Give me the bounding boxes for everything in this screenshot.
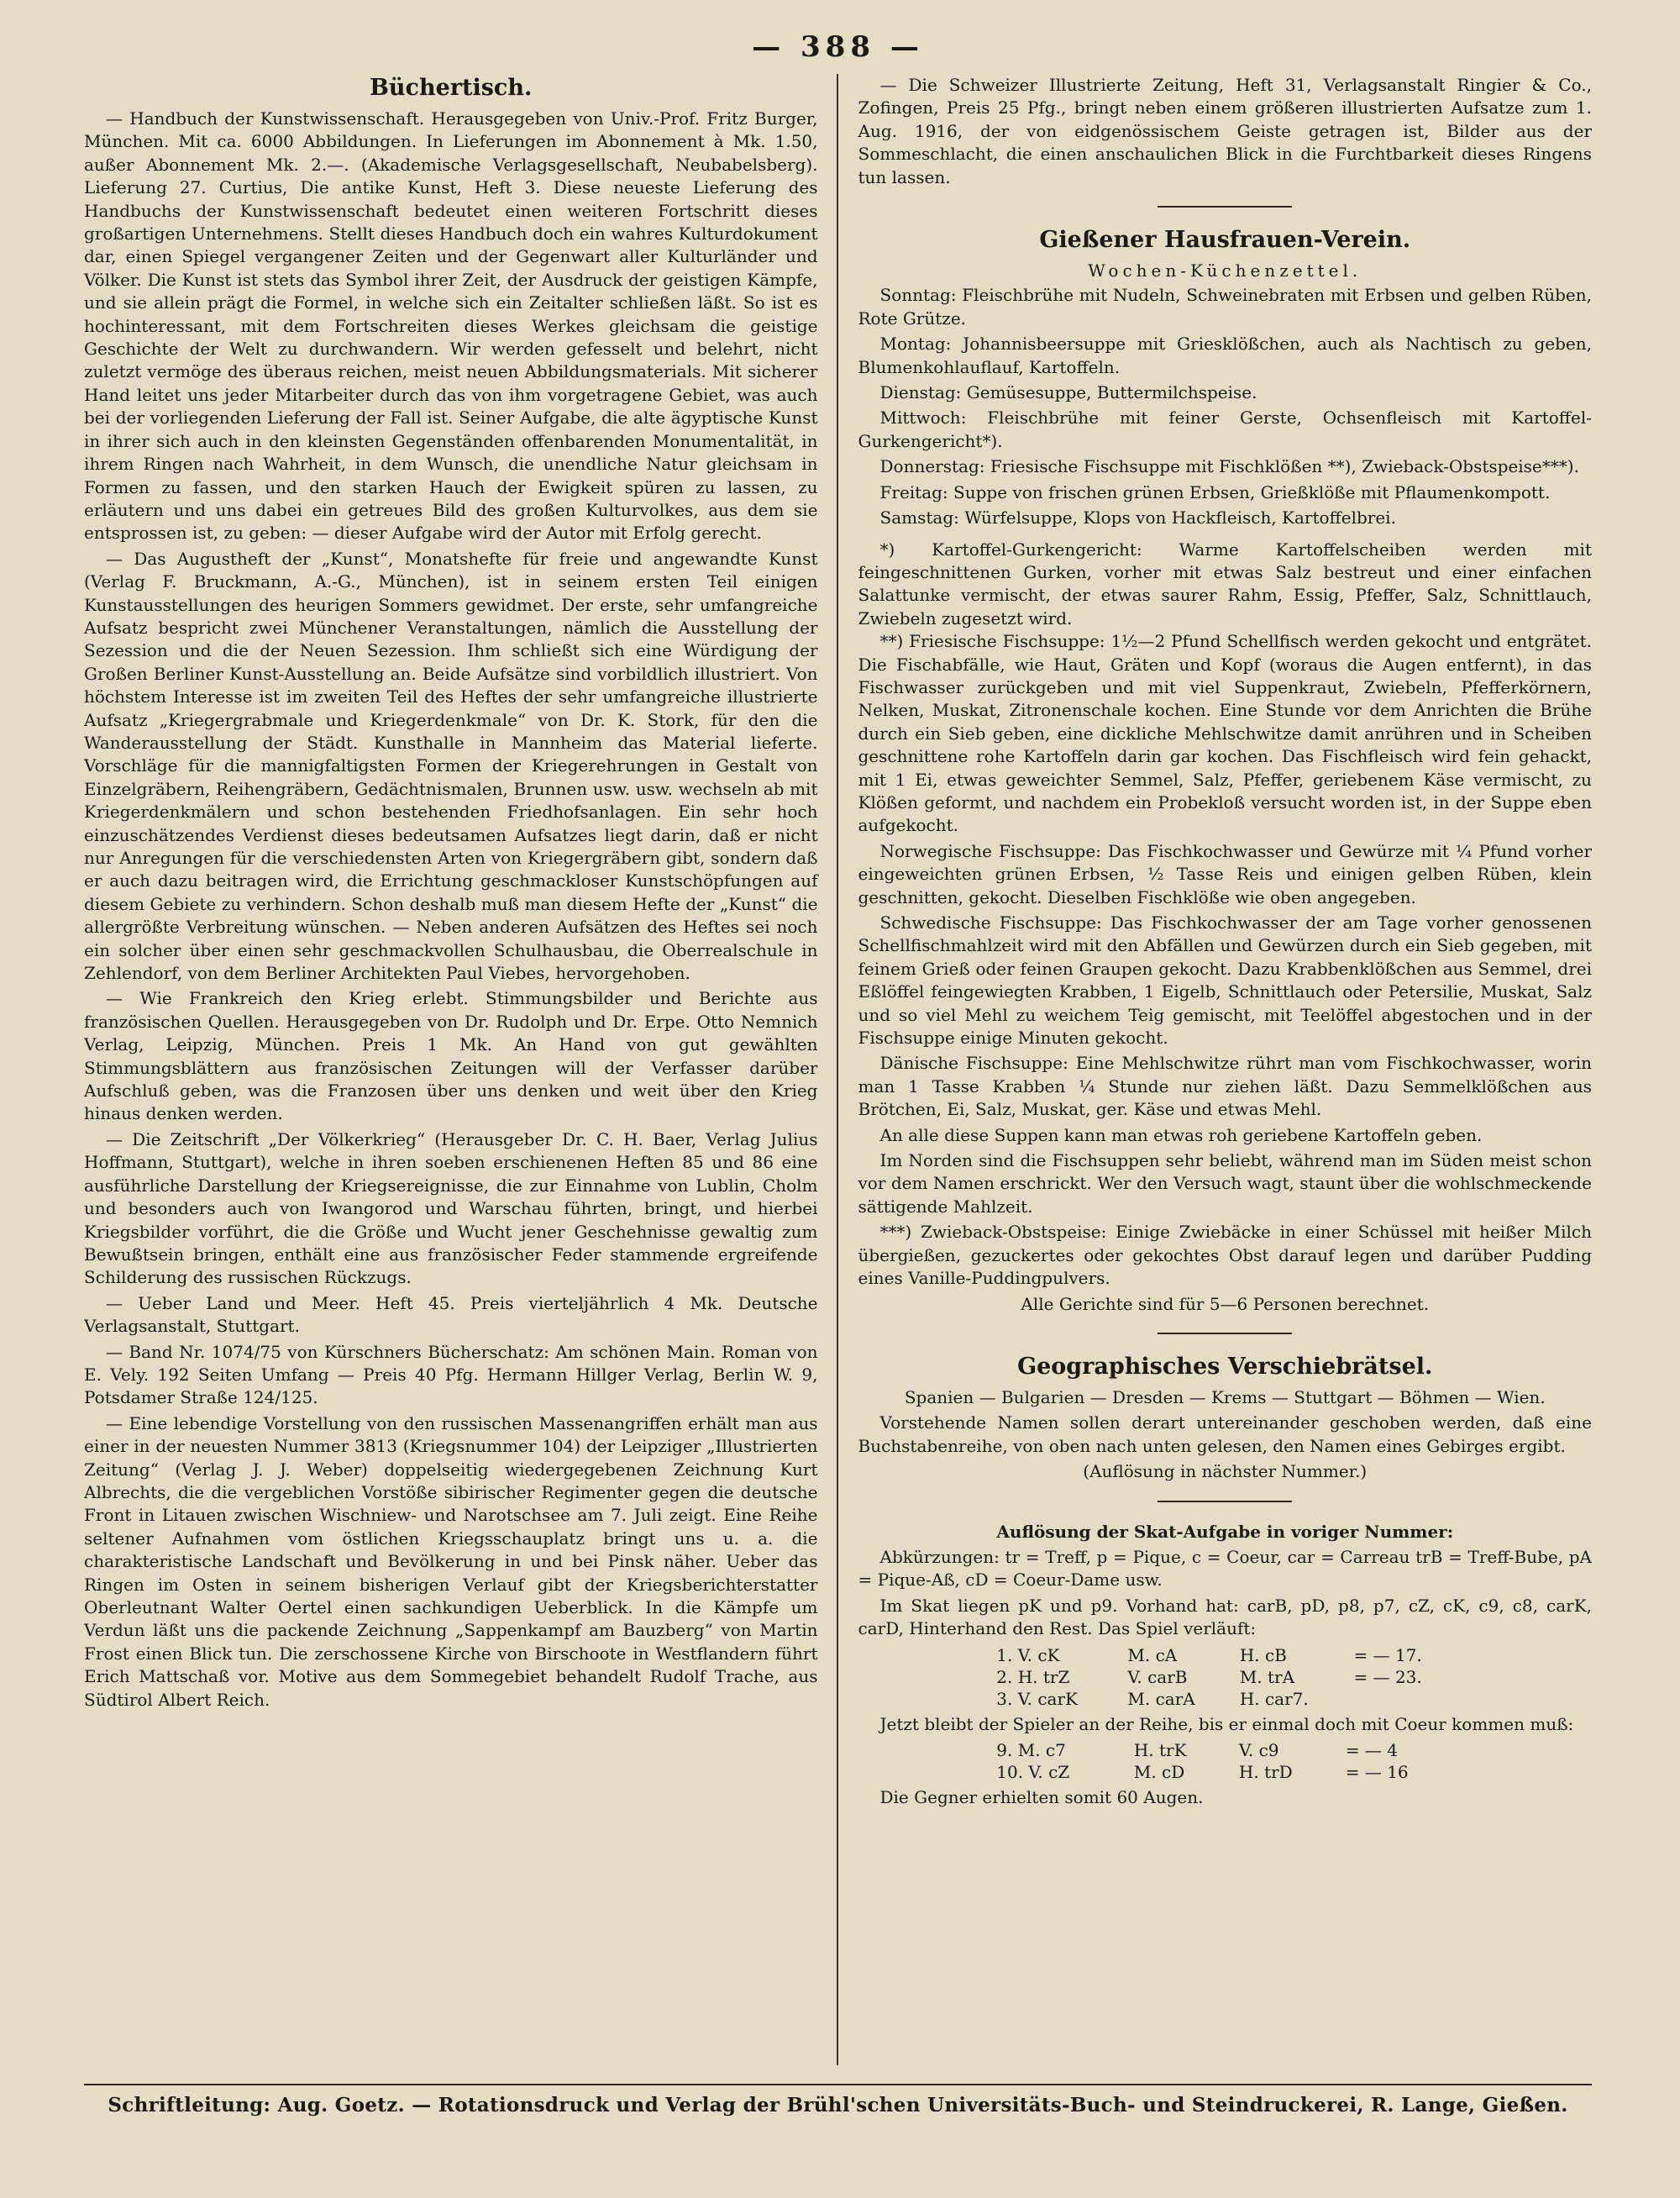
page-number: — 388 — xyxy=(752,30,924,64)
columns xyxy=(84,74,1592,2065)
skat-tricks-table xyxy=(990,1644,1460,1710)
trick-cell: H. car7. xyxy=(1239,1688,1309,1709)
trick-cell: M. cD xyxy=(1133,1761,1185,1782)
trick-cell: M. cA xyxy=(1127,1644,1178,1665)
menu-day: Sonntag: Fleischbrühe mit Nudeln, Schweinebraten mit Erbsen und gelben Rüben, Rote Grütze. xyxy=(858,285,1592,329)
recipe: Norwegische Fischsuppe: Das Fischkochwasser und Gewürze mit ¼ Pfund vorher eingeweichten grünen Erbsen, ½ Tasse Reis und einigen gelben Rüben, klein geschnitten, gekocht. Dieselben Fischklöße wie oben angegeben. xyxy=(858,840,1592,907)
menu-day: Freitag: Suppe von frischen grünen Erbsen, Grießklöße mit Pflaumenkompott. xyxy=(879,481,1551,502)
skat-heading: Auflösung der Skat-Aufgabe in voriger Nummer: xyxy=(996,1521,1454,1542)
trick-cell: 9. M. c7 xyxy=(996,1739,1066,1760)
trick-cell: M. trA xyxy=(1239,1666,1295,1687)
review-paragraph: — Wie Frankreich den Krieg erlebt. Stimmungsbilder und Berichte aus französischen Quellen. Herausgegeben von Dr. Rudolph und Dr. Erpe. Otto Nemnich Verlag, Leipzig, München. Preis 1 Mk. An Hand von gut gewählten Stimmungsblättern aus französischen Zeitungen will der Verfasser darüber Aufschluß geben, was die Franzosen über uns denken und weit über den Krieg hinaus denken werden. xyxy=(84,988,818,1124)
recipe: *) Kartoffel-Gurkengericht: Warme Kartoffelscheiben werden mit feingeschnittenen Gurken, vorher mit etwas Salz bestreut und einer einfachen Salattunke vermischt, der etwas saurer Rahm, Essig, Pfeffer, Salz, Schnittlauch, Zwiebeln zugesetzt wird. xyxy=(858,539,1592,628)
trick-cell: M. carA xyxy=(1127,1688,1195,1709)
skat-abbreviations: Abkürzungen: tr = Treff, p = Pique, c = Coeur, car = Carreau trB = Treff-Bube, pA = Pique-Aß, cD = Coeur-Dame usw. xyxy=(858,1546,1592,1591)
menu-day: Montag: Johannisbeersuppe mit Griesklößchen, auch als Nachtisch zu geben, Blumenkohlauflauf, Kartoffeln. xyxy=(858,334,1592,377)
trick-cell: = — 23. xyxy=(1353,1666,1422,1687)
left-column xyxy=(84,74,838,2065)
recipes-note: Alle Gerichte sind für 5—6 Personen berechnet. xyxy=(1021,1293,1430,1314)
table-row xyxy=(990,1666,1460,1688)
puzzle-heading: Geographisches Verschiebrätsel. xyxy=(1017,1353,1433,1380)
puzzle-note: (Auflösung in nächster Nummer.) xyxy=(1083,1461,1368,1482)
trick-cell: V. c9 xyxy=(1238,1739,1279,1760)
skat-tricks-table xyxy=(990,1739,1460,1783)
trick-cell: = — 4 xyxy=(1345,1739,1398,1760)
menu-day: Samstag: Würfelsuppe, Klops von Hackfleisch, Kartoffelbrei. xyxy=(879,507,1396,528)
review-paragraph: — Das Augustheft der „Kunst“, Monatshefte für freie und angewandte Kunst (Verlag F. Bruckmann, A.-G., München), ist in seinem ersten Teil einigen Kunstausstellungen des heurigen Sommers gewidmet. Der erste, sehr umfangreiche Aufsatz bespricht zwei Münchener Veranstaltungen, nämlich die Ausstellung der Sezession und die der Neuen Sezession. Ihm schließt sich eine Würdigung der Großen Berliner Kunst-Ausstellung an. Beide Aufsätze sind vorbildlich illustriert. Von höchstem Interesse ist im zweiten Teil des Heftes der sehr umfangreiche illustrierte Aufsatz „Kriegergrabmale und Kriegerdenkmale“ von Dr. K. Stork, für den die Wanderausstellung der Städt. Kunsthalle in Mannheim das Material lieferte. Vorschläge für die mannigfaltigsten Formen der Kriegerehrungen in Gestalt von Einzelgräbern, Reihengräbern, Gedächtnismalen, Brunnen usw. usw. wechseln ab mit Kriegerdenkmälern und schon bestehenden Friedhofsanlagen. Ein sehr hoch einzuschätzendes Verdienst dieses bedeutsamen Aufsatzes liegt darin, daß er nicht nur Anregungen für die verschiedensten Arten von Kriegergräbern gibt, sondern daß er auch dazu beitragen wird, die Errichtung geschmackloser Kunstschöpfungen auf diesem Gebiete zu verhindern. Schon deshalb muß man diesem Hefte der „Kunst“ die allergrößte Verbreitung wünschen. — Neben anderen Aufsätzen des Heftes sei noch ein solcher über einen sehr geschmackvollen Schulhausbau, die Oberrealschule in Zehlendorf, von dem Berliner Architekten Paul Viebes, hervorgehoben. xyxy=(84,548,818,984)
recipe: Im Norden sind die Fischsuppen sehr beliebt, während man im Süden meist schon vor dem Namen erschrickt. Wer den Versuch wagt, staunt über die wohlschmeckende sättigende Mahlzeit. xyxy=(858,1150,1592,1217)
hausfrauen-verein-heading: Gießener Hausfrauen-Verein. xyxy=(1039,227,1411,254)
divider xyxy=(1158,1333,1292,1334)
skat-middle: Jetzt bleibt der Spieler an der Reihe, bis er einmal doch mit Coeur kommen muß: xyxy=(879,1713,1574,1734)
trick-cell: 10. V. cZ xyxy=(996,1761,1070,1782)
menu-day: Mittwoch: Fleischbrühe mit feiner Gerste, Ochsenfleisch mit Kartoffel-Gurkengericht*). xyxy=(858,408,1592,451)
trick-cell: = — 17. xyxy=(1353,1644,1422,1665)
imprint-footer: Schriftleitung: Aug. Goetz. — Rotationsdruck und Verlag der Brühl'schen Universitäts-Buch- und Steindruckerei, R. Lange, Gießen. xyxy=(84,2084,1592,2116)
trick-cell: 1. V. cK xyxy=(996,1644,1060,1665)
trick-cell: H. cB xyxy=(1239,1644,1287,1665)
divider xyxy=(1158,206,1292,208)
recipe: **) Friesische Fischsuppe: 1½—2 Pfund Schellfisch werden gekocht und entgrätet. Die Fischabfälle, wie Haut, Gräten und Kopf (woraus die Augen entfernt), in das Fischwasser zurückgeben und mit viel Suppenkraut, Zwiebeln, Pfefferkörnern, Nelken, Muskat, Zitronenschale kochen. Eine Stunde vor dem Anrichten die Brühe durch ein Sieb geben, eine dickliche Mehlschwitze damit anrühren und in Scheiben geschnittene rohe Kartoffeln darin gar kochen. Das Fischfleisch wird fein gehackt, mit 1 Ei, etwas geweichter Semmel, Salz, Pfeffer, geriebenem Käse vermischt, zu Klößen geformt, und nachdem ein Probekloß versucht worden ist, in der Suppe eben aufgekocht. xyxy=(858,631,1592,836)
menu-day: Donnerstag: Friesische Fischsuppe mit Fischklößen **), Zwieback-Obstspeise***). xyxy=(879,456,1579,477)
review-paragraph: — Die Zeitschrift „Der Völkerkrieg“ (Herausgeber Dr. C. H. Baer, Verlag Julius Hoffmann, Stuttgart), welche in ihren soeben erschienenen Heften 85 und 86 eine ausführliche Darstellung der Kriegsereignisse, die zur Einnahme von Lublin, Cholm und besonders auch von Iwangorod und Warschau führten, bringt, und hierbei Kriegsbilder vorführt, die die Größe und Wucht jener Geschehnisse gewaltig zum Bewußtsein bringen, enthält eine aus französischer Feder stammende ergreifende Schilderung des russischen Rückzugs. xyxy=(84,1128,818,1288)
schweizer-zeitung-notice: — Die Schweizer Illustrierte Zeitung, Heft 31, Verlagsanstalt Ringier & Co., Zofingen, Preis 25 Pfg., bringt neben einem größeren illustrierten Aufsatze zum 1. Aug. 1916, der von eidgenössischem Geiste getragen ist, Bilder aus der Sommeschlacht, die einen anschaulichen Blick in die Furchtbarkeit dieses Ringens tun lassen. xyxy=(858,75,1592,187)
trick-cell: H. trK xyxy=(1133,1739,1187,1760)
puzzle-text: Vorstehende Namen sollen derart untereinander geschoben werden, daß eine Buchstabenreihe, von oben nach unten gelesen, den Namen eines Gebirges ergibt. xyxy=(858,1412,1592,1456)
trick-cell: = — 16 xyxy=(1345,1761,1409,1782)
trick-cell: 2. H. trZ xyxy=(996,1666,1070,1687)
review-paragraph: — Handbuch der Kunstwissenschaft. Herausgegeben von Univ.-Prof. Fritz Burger, München. Mit ca. 6000 Abbildungen. In Lieferungen im Abonnement à Mk. 1.50, außer Abonnement Mk. 2.—. (Akademische Verlagsgesellschaft, Neubabelsberg). Lieferung 27. Curtius, Die antike Kunst, Heft 3. Diese neueste Lieferung des Handbuchs der Kunstwissenschaft bedeutet einen weiteren Fortschritt dieses großartigen Unternehmens. Stellt dieses Handbuch doch ein wahres Kulturdokument dar, einen Spiegel vergangener Zeiten und der Gegenwart aller Kulturländer und Völker. Die Kunst ist stets das Symbol ihrer Zeit, der Ausdruck der geistigen Kämpfe, und sie allein prägt die Formel, in welche sich ein Zeitalter schließen läßt. So ist es hochinteressant, mit dem Fortschreiten dieses Werkes gleichsam die geistige Geschichte der Welt zu durchwandern. Wir werden gefesselt und belehrt, nicht zuletzt vermöge des überaus reichen, meist neuen Abbildungsmaterials. Mit sicherer Hand leitet uns jeder Mitarbeiter durch das von ihm vorgetragene Gebiet, was auch bei der vorliegenden Lieferung der Fall ist. Seiner Aufgabe, die alte ägyptische Kunst in ihrer sich auch in den kleinsten Gegenständen offenbarenden Monumentalität, in ihrem Ringen nach Wahrheit, in dem Wunsch, die unendliche Natur gleichsam in Formen zu fassen, und den starken Hauch der Ewigkeit spüren zu lassen, zu erläutern und uns dabei ein getreues Bild des großen Kulturvolkes, aus dem sie entsprossen ist, zu geben: — dieser Aufgabe wird der Autor mit Erfolg gerecht. xyxy=(84,108,818,544)
skat-text: Im Skat liegen pK und p9. Vorhand hat: carB, pD, p8, p7, cZ, cK, c9, c8, carK, carD, Hinterhand den Rest. Das Spiel verläuft: xyxy=(858,1595,1592,1639)
table-row xyxy=(990,1761,1460,1783)
review-paragraph: — Ueber Land und Meer. Heft 45. Preis vierteljährlich 4 Mk. Deutsche Verlagsanstalt, Stuttgart. xyxy=(84,1292,818,1337)
menu-day: Dienstag: Gemüsesuppe, Buttermilchspeise. xyxy=(879,382,1257,403)
trick-cell: H. trD xyxy=(1238,1761,1293,1782)
recipe: Schwedische Fischsuppe: Das Fischkochwasser der am Tage vorher genossenen Schellfischmahlzeit wird mit den Abfällen und Gewürzen durch ein Sieb gegeben, mit feinem Grieß oder feinen Graupen gekocht. Dazu Krabbenklößchen aus Semmel, drei Eßlöffel feingewiegten Krabben, 1 Eigelb, Schnittlauch oder Petersilie, Muskat, Salz und so viel Mehl zu weichem Teig gemischt, mit Teelöffel abgestochen und in der Fischsuppe einige Minuten gekocht. xyxy=(858,912,1592,1049)
table-row xyxy=(990,1688,1460,1710)
menu-subheading: Wochen-Küchenzettel. xyxy=(1088,260,1362,281)
recipe: ***) Zwieback-Obstspeise: Einige Zwiebäcke in einer Schüssel mit heißer Milch übergießen, gezuckertes oder gekochtes Obst darauf legen und darüber Pudding eines Vanille-Puddingpulvers. xyxy=(858,1222,1592,1289)
puzzle-names: Spanien — Bulgarien — Dresden — Krems — Stuttgart — Böhmen — Wien. xyxy=(904,1386,1546,1407)
table-row xyxy=(990,1644,1460,1666)
right-column xyxy=(838,74,1593,2065)
review-paragraph: — Band Nr. 1074/75 von Kürschners Bücherschatz: Am schönen Main. Roman von E. Vely. 192 Seiten Umfang — Preis 40 Pfg. Hermann Hillger Verlag, Berlin W. 9, Potsdamer Straße 124/125. xyxy=(84,1341,818,1408)
trick-cell: V. carB xyxy=(1127,1666,1188,1687)
buechertisch-heading: Büchertisch. xyxy=(370,75,533,101)
divider xyxy=(1158,1501,1292,1502)
table-row xyxy=(990,1739,1460,1761)
review-paragraph: — Eine lebendige Vorstellung von den russischen Massenangriffen erhält man aus einer in der neuesten Nummer 3813 (Kriegsnummer 104) der Leipziger „Illustrierten Zeitung“ (Verlag J. J. Weber) doppelseitig wiedergegebenen Zeichnung Kurt Albrechts, die die vergeblichen Vorstöße sibirischer Regimenter gegen die deutsche Front in Litauen zwischen Wischniew- und Narotschsee am 7. Juli zeigt. Eine Reihe seltener Aufnahmen vom östlichen Kriegsschauplatz bringt uns u. a. die charakteristische Landschaft und Bevölkerung in und bei Pinsk näher. Ueber das Ringen im Osten in seinem bisherigen Verlauf gibt der Kriegsberichterstatter Oberleutnant Walter Oertel einen sachkundigen Ueberblick. In die Kämpfe um Verdun läßt uns die packende Zeichnung „Sappenkampf am Bauzberg“ von Martin Frost einen Blick tun. Die zerschossene Kirche von Birschoote in Westflandern führt Erich Mattschaß vor. Motive aus dem Sommegebiet behandelt Rudolf Trache, aus Südtirol Albert Reich. xyxy=(84,1412,818,1710)
recipe: Dänische Fischsuppe: Eine Mehlschwitze rührt man vom Fischkochwasser, worin man 1 Tasse Krabben ¼ Stunde nur ziehen läßt. Dazu Semmelklößchen aus Brötchen, Ei, Salz, Muskat, ger. Käse und etwas Mehl. xyxy=(858,1053,1592,1120)
recipe: An alle diese Suppen kann man etwas roh geriebene Kartoffeln geben. xyxy=(879,1124,1483,1145)
skat-end: Die Gegner erhielten somit 60 Augen. xyxy=(879,1786,1204,1807)
trick-cell xyxy=(1347,1688,1460,1710)
trick-cell: 3. V. carK xyxy=(996,1688,1078,1709)
